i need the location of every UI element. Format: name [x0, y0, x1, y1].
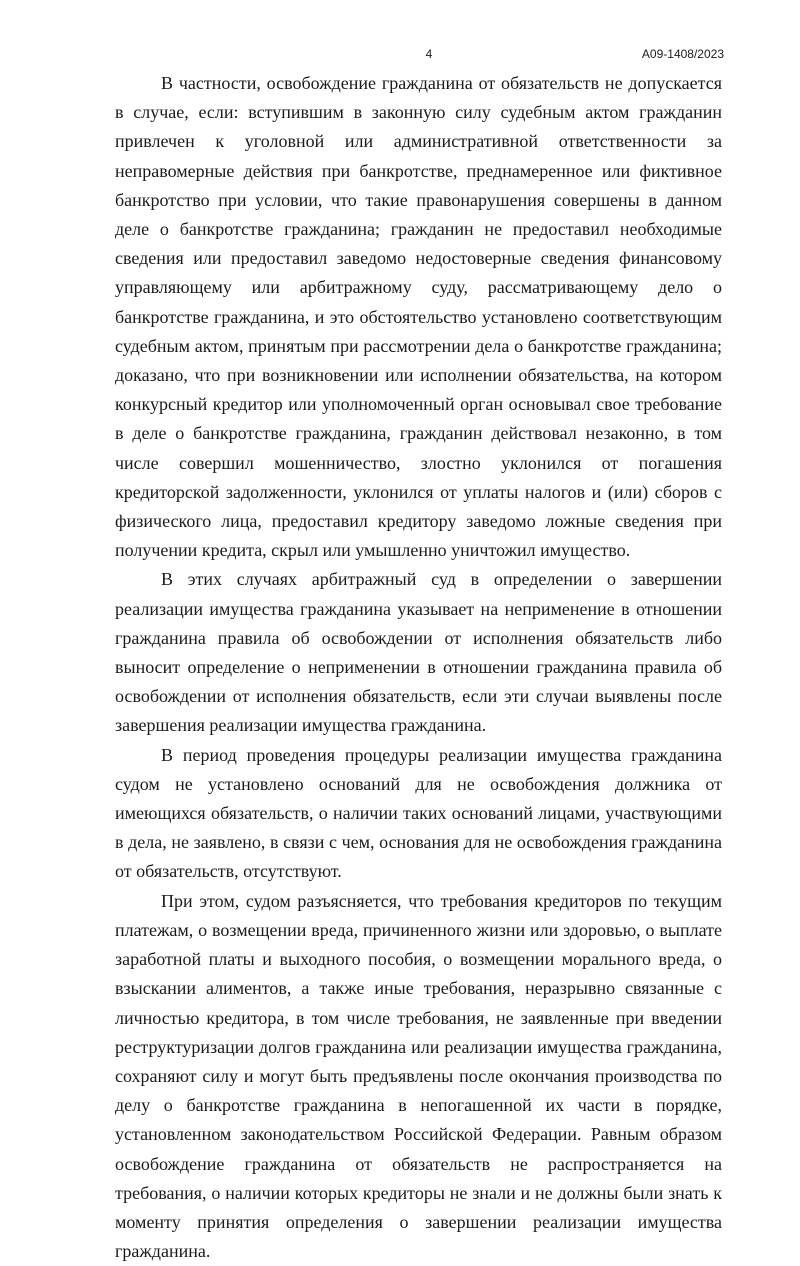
case-number: А09-1408/2023	[641, 47, 724, 61]
paragraph-court-determination: В этих случаях арбитражный суд в определении о завершении реализации имущества гражданина указывает на неприменение в отношении гражданина правила об освобождении от исполнения обязательств либо выносит определение о неприменении в отношении гражданина правила об освобождении от исполнения обязательств, если эти случаи выявлены после завершения реализации имущества гражданина.	[115, 569, 722, 736]
document-body	[115, 69, 722, 1266]
paragraph-creditor-claims: При этом, судом разъясняется, что требования кредиторов по текущим платежам, о возмещении вреда, причиненного жизни или здоровью, о выплате заработной платы и выходного пособия, о возмещении морального вреда, о взыскании алиментов, а также иные требования, неразрывно связанные с личностью кредитора, в том числе требования, не заявленные при введении реструктуризации долгов гражданина или реализации имущества гражданина, сохраняют силу и могут быть предъявлены после окончания производства по делу о банкротстве гражданина в непогашенной их части в порядке, установленном законодательством Российской Федерации. Равным образом освобождение гражданина от обязательств не распространяется на требования, о наличии которых кредиторы не знали и не должны были знать к моменту принятия определения о завершении реализации имущества гражданина.	[115, 890, 722, 1262]
paragraph-no-grounds: В период проведения процедуры реализации имущества гражданина судом не установлено оснований для не освобождения должника от имеющихся обязательств, о наличии таких оснований лицами, участвующими в дела, не заявлено, в связи с чем, основания для не освобождения гражданина от обязательств, отсутствуют.	[115, 744, 722, 882]
paragraph-exemption-exceptions: В частности, освобождение гражданина от обязательств не допускается в случае, если: вступившим в законную силу судебным актом гражданин привлечен к уголовной или административной ответственности за неправомерные действия при банкротстве, преднамеренное или фиктивное банкротство при условии, что такие правонарушения совершены в данном деле о банкротстве гражданина; гражданин не предоставил необходимые сведения или предоставил заведомо недостоверные сведения финансовому управляющему или арбитражному суду, рассматривающему дело о банкротстве гражданина, и это обстоятельство установлено соответствующим судебным актом, принятым при рассмотрении дела о банкротстве гражданина; доказано, что при возникновении или исполнении обязательства, на котором конкурсный кредитор или уполномоченный орган основывал свое требование в деле о банкротстве гражданина, гражданин действовал незаконно, в том числе совершил мошенничество, злостно уклонился от погашения кредиторской задолженности, уклонился от уплаты налогов и (или) сборов с физического лица, предоставил кредитору заведомо ложные сведения при получении кредита, скрыл или умышленно уничтожил имущество.	[115, 73, 722, 561]
page-number: 4	[425, 47, 433, 61]
